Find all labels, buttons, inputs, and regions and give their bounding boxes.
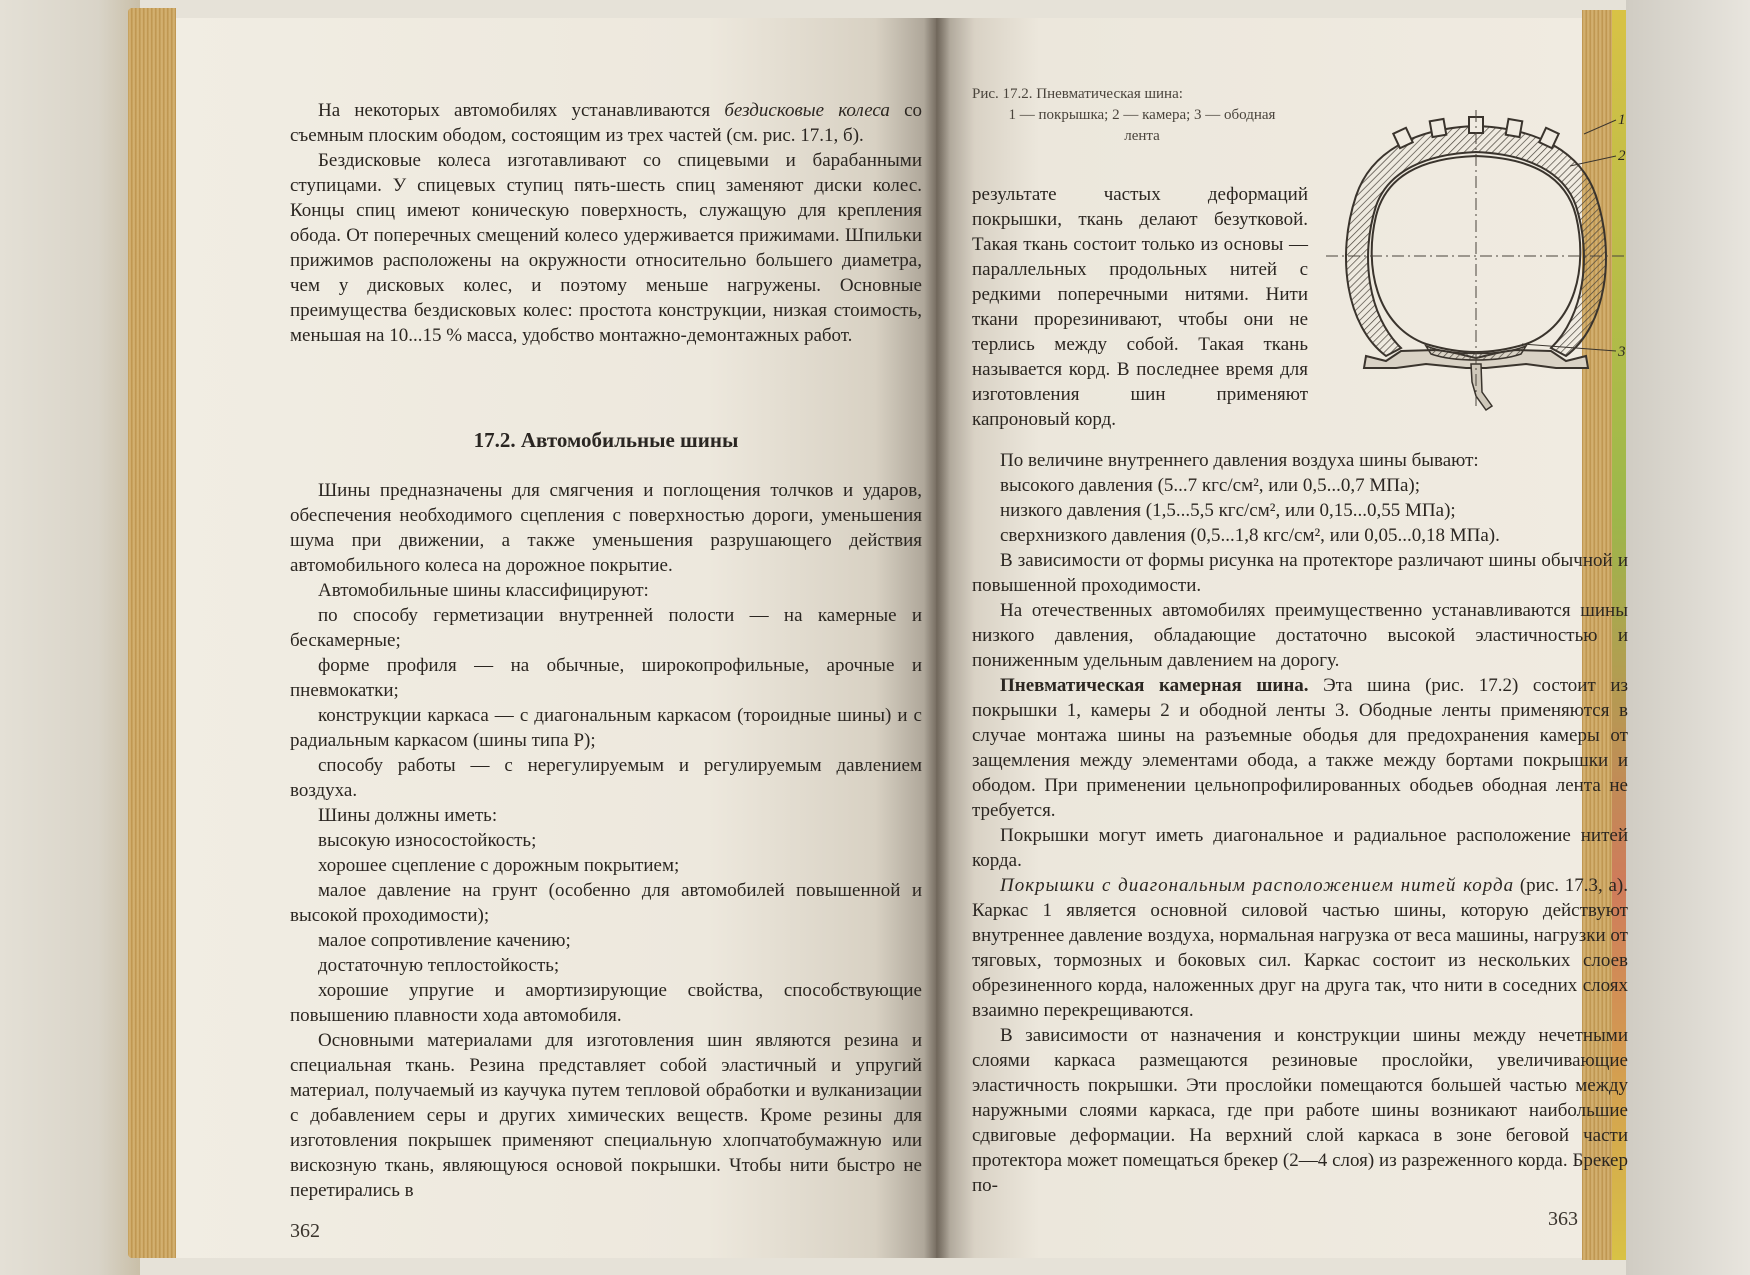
run-in-heading: Пневматическая камерная шина. bbox=[1000, 675, 1309, 696]
paragraph-layers: В зависимости от назначения и конструкции шины между нечетными слоями каркаса размещаются резиновые прослойки, увеличивающие эластичность покрышки. Эти прослойки помещаются большей частью между наружными слоями каркаса, где при работе шины возникают наибольшие сдвиговые деформации. На верхний слой каркаса в зоне беговой части протектора может помещаться брекер (2—4 слоя) из разреженного корда. Брекер по- bbox=[972, 1025, 1628, 1196]
paragraph-diagonal bbox=[972, 873, 1628, 1023]
requirements-intro: Шины должны иметь: bbox=[318, 805, 498, 826]
emphasis-term: бездисковые колеса bbox=[724, 100, 890, 121]
background-right bbox=[1626, 0, 1750, 1275]
run-in-heading-italic: Покрышки с диагональным расположением нитей корда bbox=[1000, 875, 1515, 896]
background-left bbox=[0, 0, 140, 1275]
right-lower-text bbox=[972, 448, 1628, 1198]
paragraph-materials: Основными материалами для изготовления шин являются резина и специальная ткань. Резина представляет собой эластичный и упругий материал, получаемый из каучука путем тепловой обработки и вулканизации с добавлением серы и других химических веществ. Кроме резины для изготовления покрышек применяют специальную хлопчатобумажную или вискозную ткань, являющуюся основой покрышки. Чтобы нити быстро не перетирались в bbox=[290, 1030, 922, 1201]
classification-item: форме профиля — на обычные, широкопрофильные, арочные и пневмокатки; bbox=[290, 655, 922, 701]
pressure-item: высокого давления (5...7 кгс/см², или 0,5...0,7 МПа); bbox=[1000, 475, 1421, 496]
text-fragment: На некоторых автомобилях устанавливаются bbox=[318, 100, 725, 121]
paragraph-cord-arrangement: Покрышки могут иметь диагональное и радиальное расположение нитей корда. bbox=[972, 825, 1628, 871]
classification-item: конструкции каркаса — с диагональным каркасом (тороидные шины) и с радиальным каркасом (шины типа Р); bbox=[290, 705, 922, 751]
paragraph-tread-pattern: В зависимости от формы рисунка на протекторе различают шины обычной и повышенной проходимости. bbox=[972, 550, 1628, 596]
requirement-item: достаточную теплостойкость; bbox=[318, 955, 560, 976]
pressure-intro: По величине внутреннего давления воздуха шины бывают: bbox=[1000, 450, 1479, 471]
paragraph-rimless-wheels bbox=[290, 98, 922, 148]
figure-caption-title: Рис. 17.2. Пневматическая шина: bbox=[972, 86, 1183, 102]
figure-label-1: 1 bbox=[1618, 112, 1626, 128]
classification-item: способу работы — с нерегулируемым и регулируемым давлением воздуха. bbox=[290, 755, 922, 801]
book-fore-edge-left bbox=[128, 8, 176, 1258]
left-upper-text bbox=[290, 98, 922, 348]
requirement-item: малое давление на грунт (особенно для автомобилей повышенной и высокой проходимости); bbox=[290, 880, 922, 926]
requirement-item: хорошие упругие и амортизирующие свойства, способствующие повышению плавности хода автомобиля. bbox=[290, 980, 922, 1026]
pressure-item: сверхнизкого давления (0,5...1,8 кгс/см², или 0,05...0,18 МПа). bbox=[1000, 525, 1500, 546]
leader-line-2 bbox=[1570, 156, 1616, 166]
figure-label-2: 2 bbox=[1618, 148, 1626, 164]
left-lower-text bbox=[290, 478, 922, 1203]
text-fragment: Эта шина (рис. 17.2) состоит из покрышки 1, камеры 2 и ободной ленты 3. Ободные ленты применяются в случае монтажа шины на разъемные ободья для предохранения камеры от защемления между элементами обода, а также между бортами покрышки и ободом. При применении цельнопрофилированных ободьев ободная лента не требуется. bbox=[972, 675, 1628, 821]
classification-intro: Автомобильные шины классифицируют: bbox=[318, 580, 649, 601]
page-number-right: 363 bbox=[1548, 1208, 1578, 1230]
text-fragment: (рис. 17.3, а). Каркас 1 является основной силовой частью шины, которую действуют внутреннее давление воздуха, нормальная нагрузка от веса машины, нагрузки от тяговых, тормозных и боковых сил. Каркас состоит из нескольких слоев обрезиненного корда, наложенных друг на друга так, что нити в соседних слоях взаимно перекрещиваются. bbox=[972, 875, 1628, 1021]
paragraph-tire-purpose: Шины предназначены для смягчения и поглощения толчков и ударов, обеспечения необходимого сцепления с поверхностью дороги, уменьшения шума при движении, а также уменьшения разрушающего действия автомобильного колеса на дорожное покрытие. bbox=[290, 480, 922, 576]
paragraph-spoke-hubs: Бездисковые колеса изготавливают со спицевыми и барабанными ступицами. У спицевых ступиц пять-шесть спиц заменяют диски колес. Концы спиц имеют коническую поверхность, служащую для крепления обода. От поперечных смещений колесо удерживается прижимами. Шпильки прижимов расположены на окружности относительно большего диаметра, чем у дисковых колес, и поэтому меньше нагружены. Основные преимущества бездисковых колес: простота конструкции, низкая стоимость, меньшая на 10...15 % масса, удобство монтажно-демонтажных работ. bbox=[290, 150, 922, 346]
requirement-item: малое сопротивление качению; bbox=[318, 930, 571, 951]
figure-label-3: 3 bbox=[1618, 344, 1626, 360]
figure-caption-legend-cont: лента bbox=[1124, 128, 1160, 144]
tire-cross-section-figure bbox=[1326, 106, 1626, 416]
right-upper-text bbox=[972, 182, 1308, 432]
leader-line-1 bbox=[1584, 120, 1616, 134]
figure-caption bbox=[972, 84, 1312, 147]
text-fragment: со съемным плоским ободом, состоящим из трех частей (см. рис. 17.1, б). bbox=[290, 100, 923, 146]
valve-stem bbox=[1471, 364, 1492, 410]
classification-item: по способу герметизации внутренней полости — на камерные и бескамерные; bbox=[290, 605, 922, 651]
book-gutter bbox=[924, 18, 950, 1258]
paragraph-tube-tire bbox=[972, 673, 1628, 823]
figure-caption-legend: 1 — покрышка; 2 — камера; 3 — ободная bbox=[1008, 107, 1276, 123]
paragraph-cord: результате частых деформаций покрышки, ткань делают безутковой. Такая ткань состоит только из основы — параллельных продольных нитей с редкими поперечными нитями. Нити ткани прорезинивают, чтобы они не терлись между собой. Такая ткань называется корд. В последнее время для изготовления шин применяют капроновый корд. bbox=[972, 184, 1308, 430]
section-title: 17.2. Автомобильные шины bbox=[473, 428, 739, 452]
requirement-item: высокую износостойкость; bbox=[318, 830, 537, 851]
paragraph-domestic: На отечественных автомобилях преимущественно устанавливаются шины низкого давления, обладающие достаточно высокой эластичностью и пониженным удельным давлением на дорогу. bbox=[972, 600, 1628, 671]
pressure-item: низкого давления (1,5...5,5 кгс/см², или 0,15...0,55 МПа); bbox=[1000, 500, 1456, 521]
requirement-item: хорошее сцепление с дорожным покрытием; bbox=[318, 855, 680, 876]
page-number-left: 362 bbox=[290, 1220, 320, 1242]
